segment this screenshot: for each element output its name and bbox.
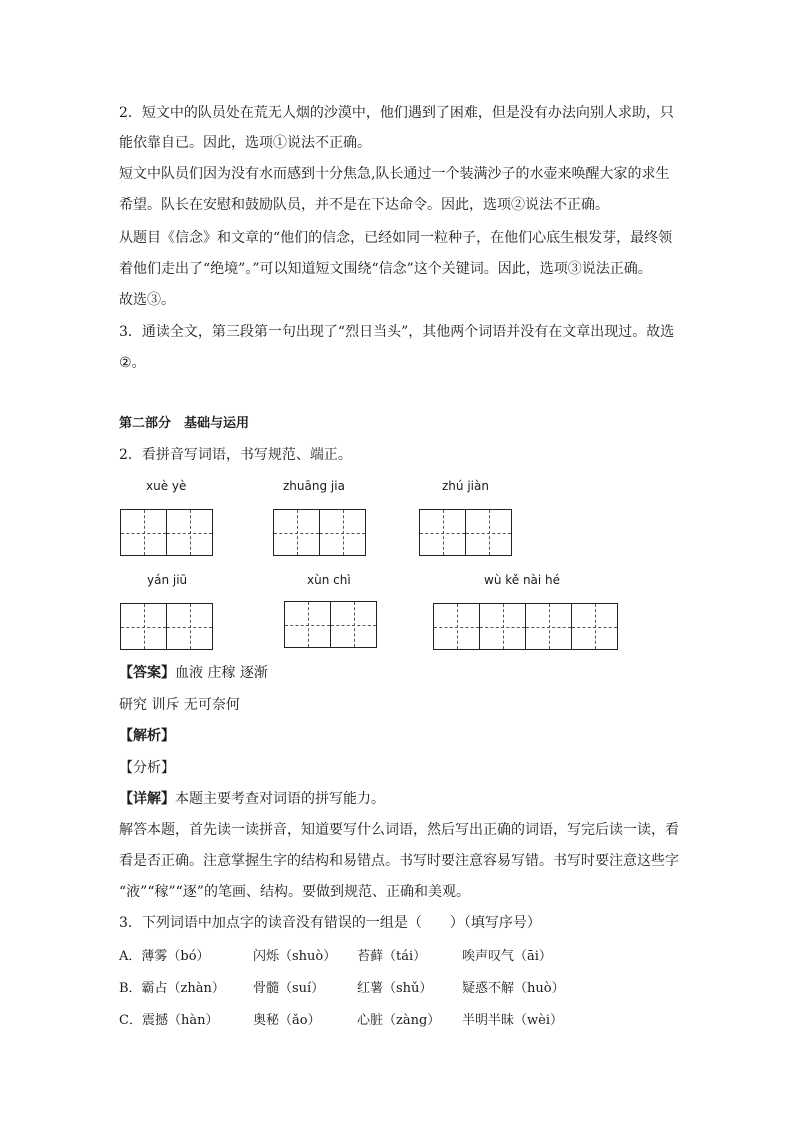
answer-text: 血液 庄稼 逐渐: [175, 665, 268, 681]
option-item[interactable]: 半明半昧（wèi）: [462, 1013, 563, 1028]
option-item[interactable]: 红薯（shǔ）: [357, 981, 433, 996]
writing-grid[interactable]: [273, 509, 366, 556]
answer-label: 【答案】: [119, 665, 175, 681]
text-line: 故选③。: [119, 292, 175, 308]
question-2: 2．看拼音写词语，书写规范、端正。: [119, 447, 352, 463]
grid-cell: [121, 510, 167, 555]
grid-cell: [466, 510, 511, 555]
grid-cell: [480, 604, 526, 649]
writing-grid[interactable]: [120, 509, 213, 556]
option-item[interactable]: A．薄雾（bó）: [119, 949, 210, 964]
text-line: 能依靠自已。因此，选项①说法不正确。: [119, 135, 371, 151]
option-item[interactable]: 苔藓（tái）: [357, 949, 427, 964]
detail-line: [119, 788, 385, 810]
option-item[interactable]: 心脏（zàng）: [357, 1013, 441, 1028]
writing-grid[interactable]: [419, 509, 512, 556]
grid-cell: [434, 604, 480, 649]
option-item[interactable]: 骨髓（suí）: [253, 981, 325, 996]
grid-cell: [285, 602, 331, 647]
pinyin-label: zhuāng jia: [283, 479, 345, 493]
fenxi-label: 【分析】: [119, 760, 175, 776]
grid-cell: [572, 604, 617, 649]
writing-grid[interactable]: [433, 603, 618, 650]
option-item[interactable]: 奥秘（ǎo）: [253, 1013, 321, 1028]
text-line: 着他们走出了“绝境”。”可以知道短文围绕“信念”这个关键词。因此，选项③说法正确。: [119, 261, 652, 277]
grid-cell: [167, 604, 212, 649]
detail-text: 本题主要考查对词语的拼写能力。: [175, 791, 385, 807]
answer-line: [119, 662, 268, 684]
grid-cell: [167, 510, 212, 555]
option-item[interactable]: C．震撼（hàn）: [119, 1013, 219, 1028]
grid-cell: [320, 510, 365, 555]
grid-cell: [274, 510, 320, 555]
text-line: 解答本题，首先读一读拼音，知道要写什么词语，然后写出正确的词语，写完后读一读，看: [119, 822, 679, 838]
text-line: 希望。队长在安慰和鼓励队员，并不是在下达命令。因此，选项②说法不正确。: [119, 197, 609, 213]
option-item[interactable]: 疑惑不解（huò）: [462, 981, 565, 996]
text-line: 从题目《信念》和文章的“他们的信念，已经如同一粒种子，在他们心底生根发芽，最终领: [119, 230, 673, 246]
text-line: 3．通读全文，第三段第一句出现了“烈日当头”，其他两个词语并没有在文章出现过。故选: [119, 324, 675, 340]
option-item[interactable]: B．霸占（zhàn）: [119, 981, 225, 996]
text-line: 看是否正确。注意掌握生字的结构和易错点。书写时要注意容易写错。书写时要注意这些字: [119, 853, 679, 869]
grid-cell: [331, 602, 376, 647]
option-item[interactable]: 闪烁（shuò）: [253, 949, 337, 964]
detail-label: 【详解】: [119, 791, 175, 807]
pinyin-label: xuè yè: [146, 479, 187, 493]
text-line: 2．短文中的队员处在荒无人烟的沙漠中，他们遇到了困难，但是没有办法向别人求助，只: [119, 105, 674, 121]
pinyin-label: wù kě nài hé: [484, 573, 561, 587]
pinyin-label: xùn chì: [307, 573, 351, 587]
grid-cell: [121, 604, 167, 649]
answer-line-2: 研究 训斥 无可奈何: [119, 697, 240, 713]
pinyin-label: yán jiū: [147, 573, 188, 587]
question-3: 3．下列词语中加点字的读音没有错误的一组是（ ）（填写序号）: [119, 915, 541, 931]
option-item[interactable]: 唉声叹气（āi）: [462, 949, 552, 964]
text-line: ②。: [119, 355, 146, 371]
part2-heading: 第二部分 基础与运用: [119, 416, 250, 431]
pinyin-label: zhú jiàn: [442, 479, 489, 493]
analysis-label: 【解析】: [119, 728, 175, 744]
grid-cell: [420, 510, 466, 555]
writing-grid[interactable]: [284, 601, 377, 648]
grid-cell: [526, 604, 572, 649]
writing-grid[interactable]: [120, 603, 213, 650]
text-line: “液”“稼”“逐”的笔画、结构。要做到规范、正确和美观。: [119, 884, 470, 900]
text-line: 短文中队员们因为没有水而感到十分焦急,队长通过一个装满沙子的水壶来唤醒大家的求生: [119, 166, 670, 182]
